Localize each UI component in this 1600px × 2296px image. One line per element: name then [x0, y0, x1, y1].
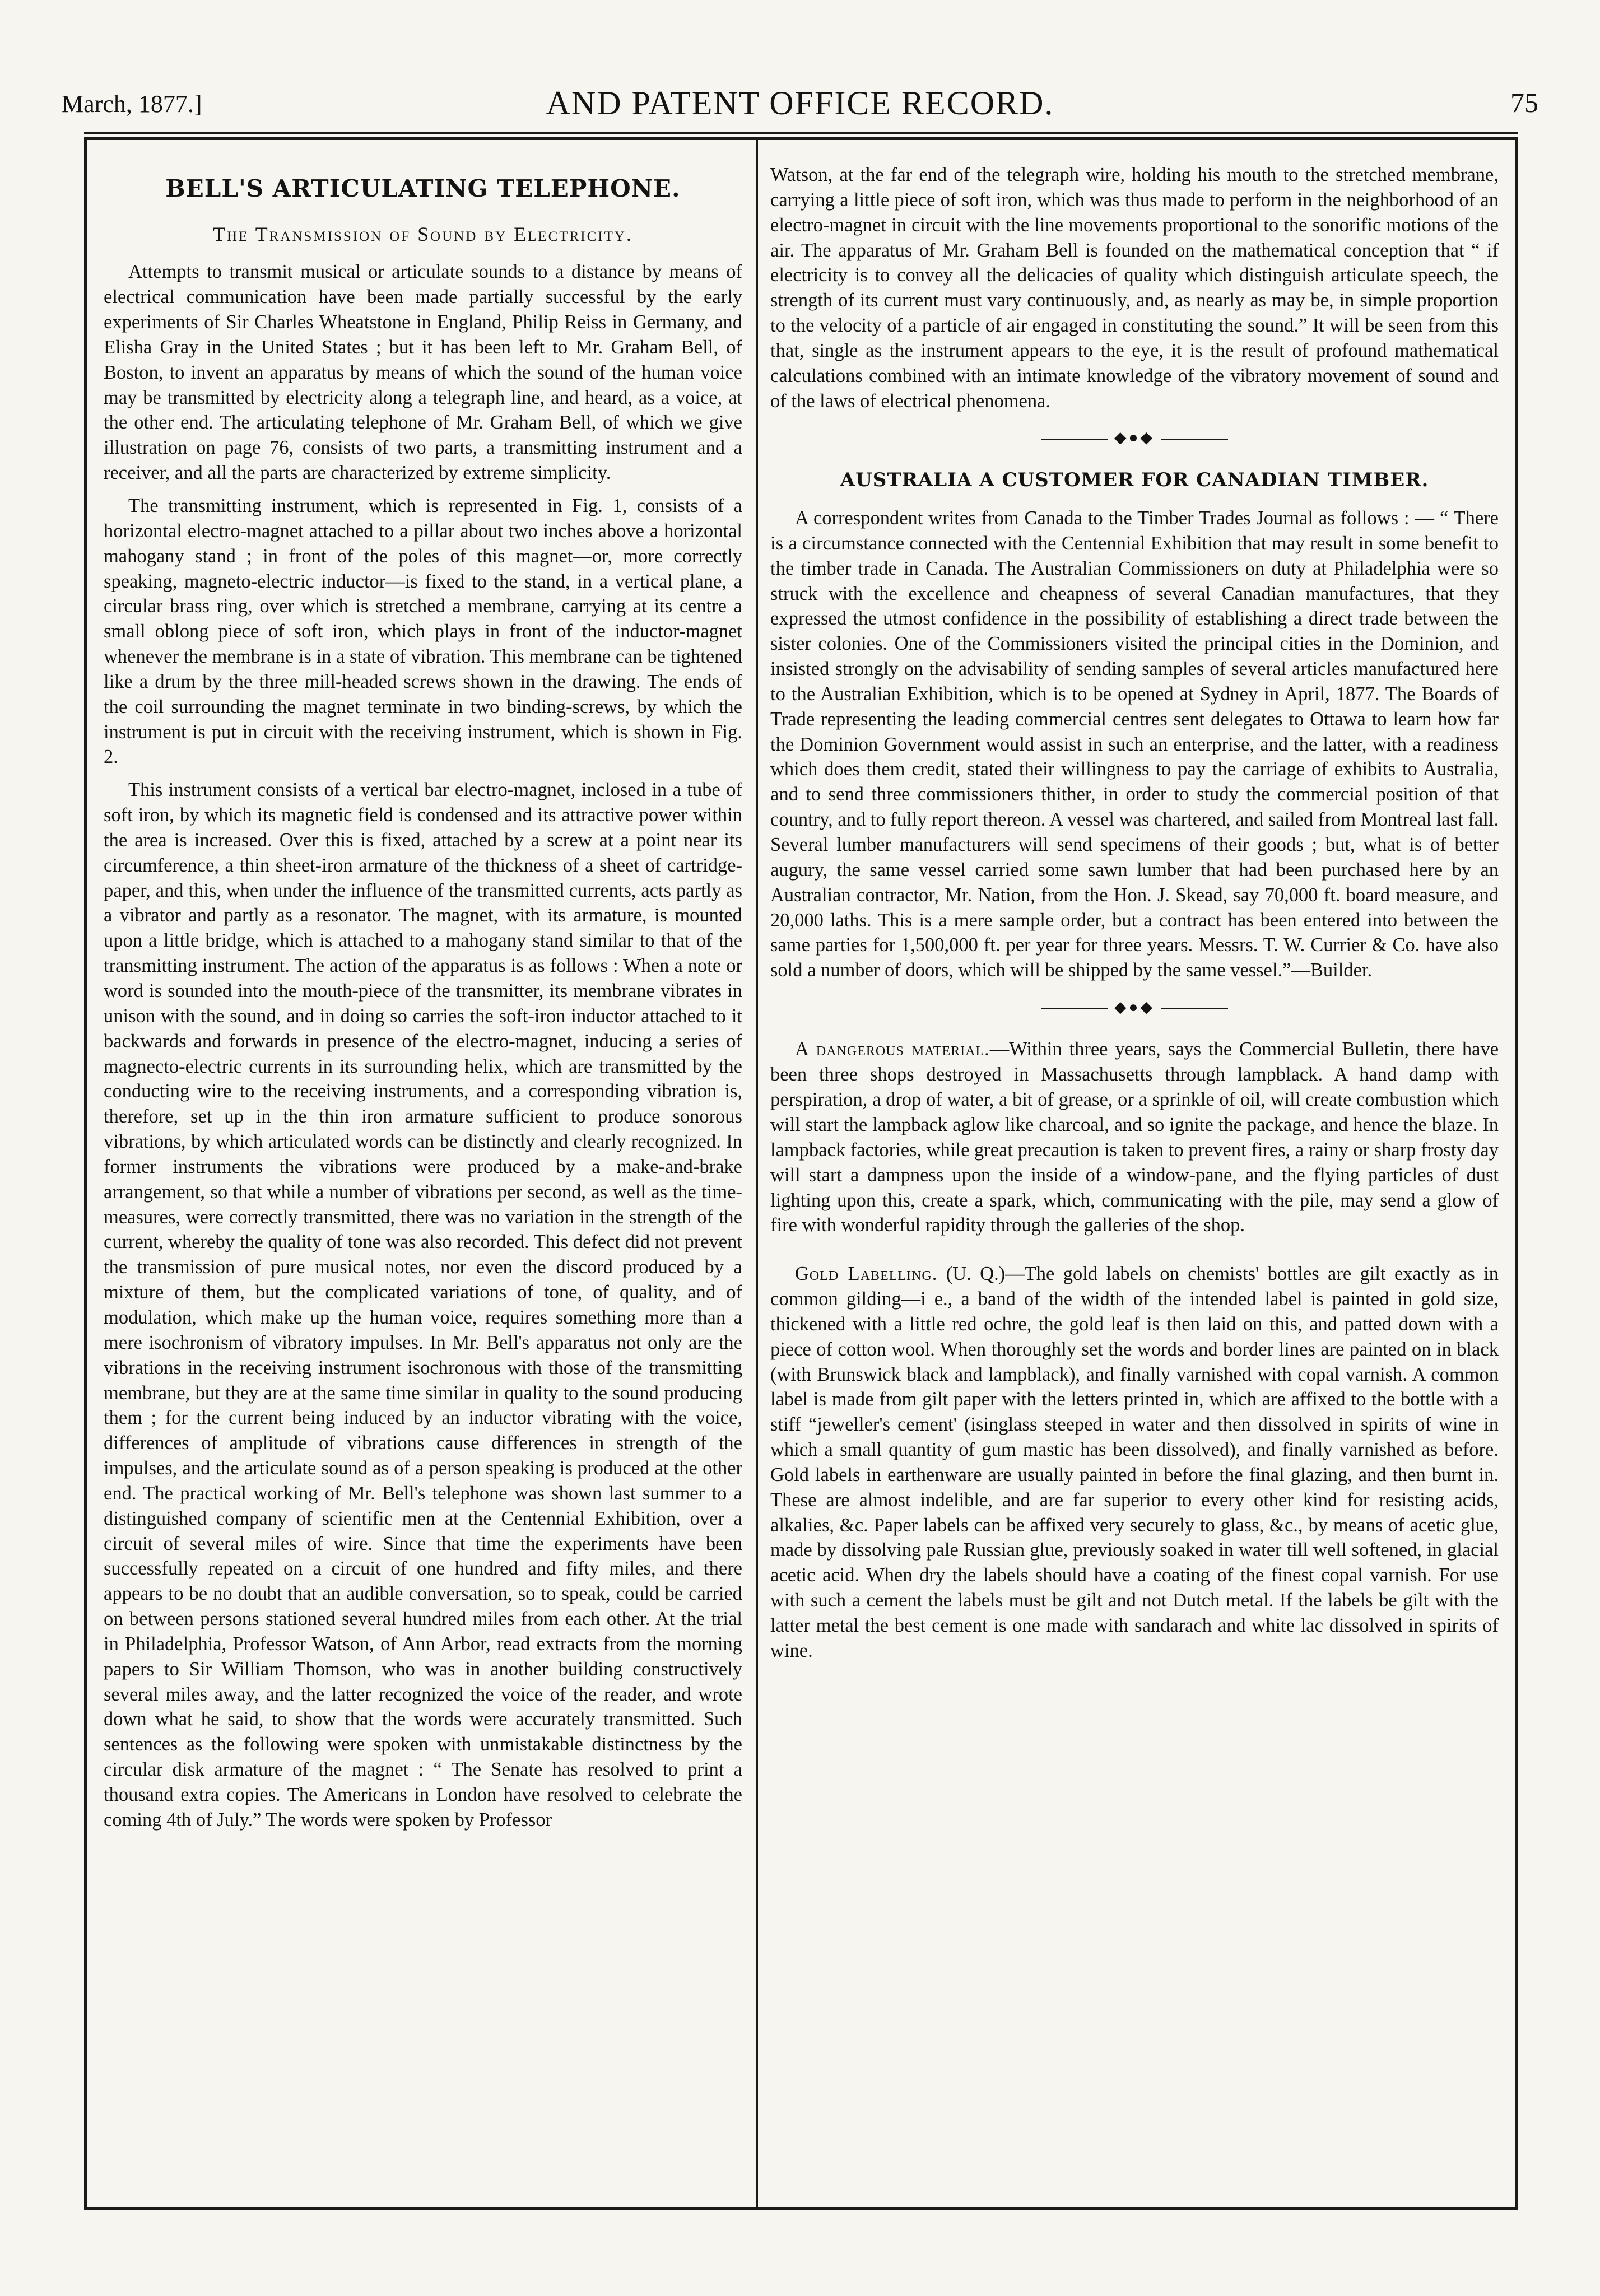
- section-ornament-2: ◆●◆: [770, 998, 1499, 1018]
- gold-labelling-body: (U. Q.)—The gold labels on chemists' bottles are gilt exactly as in common gilding—i e., a band of the width of the intended label is painted in gold size, thickened with a little red ochre, the gold leaf is then laid on this, and patted down with a piece of cotton wool. When thoroughly set the words and border lines are painted on in black (with Brunswick black and lampblack), and finally varnished with copal varnish. A common label is made from gilt paper with the letters printed in, which are affixed to the bottle with a stiff “jeweller's cement' (isinglass steeped in water and then dissolved in spirits of wine in which a small quantity of gum mastic has been dissolved), and finally varnished as before. Gold labels in earthenware are usually painted in before the final glazing, and then burnt in. These are almost indelible, and are far superior to every other kind for resisting acids, alkalies, &c. Paper labels can be affixed very securely to glass, &c., by means of acetic glue, made by dissolving pale Russian glue, previously soaked in water till well softened, in glacial acetic acid. When dry the labels should have a coating of the finest copal varnish. For use with such a cement the labels must be gilt and not Dutch metal. If the labels be gilt with the latter metal the best cement is one made with sandarach and white lac dissolved in spirits of wine.: [770, 1263, 1499, 1661]
- dangerous-material-body: —Within three years, says the Commercial Bulletin, there have been three shops destroyed in Massachusetts through lampblack. A hand damp with perspiration, a drop of water, a bit of grease, or a sprinkle of oil, will create combustion which will start the lampback aglow like charcoal, and so ignite the package, and hence the blaze. In lampback factories, while great precaution is taken to prevent fires, a rainy or sharp frosty day will start a dampness upon the inside of a window-pane, and the flying particles of dust lighting upon this, create a spark, which, communicating with the pile, may send a glow of fire with wonderful rapidity through the galleries of the shop.: [770, 1038, 1499, 1236]
- left-column: [104, 162, 742, 2190]
- issue-date: March, 1877.]: [62, 90, 202, 118]
- header-rule: [84, 132, 1518, 134]
- dangerous-material-lead: A dangerous material.: [795, 1038, 990, 1060]
- running-head: [62, 84, 1538, 134]
- bell-paragraph-1: Attempts to transmit musical or articulate sounds to a distance by means of electrical communication have been made partially successful by the early experiments of Sir Charles Wheatstone in England, Philip Reiss in Germany, and Elisha Gray in the United States ; but it has been left to Mr. Graham Bell, of Boston, to invent an apparatus by means of which the sound of the human voice may be transmitted by electricity along a telegraph line, and heard, as a voice, at the other end. The articulating telephone of Mr. Graham Bell, of which we give illustration on page 76, consists of two parts, a transmitting instrument and a receiver, and all the parts are characterized by extreme simplicity.: [104, 261, 742, 484]
- publication-title: AND PATENT OFFICE RECORD.: [546, 85, 1054, 122]
- australia-title: AUSTRALIA A CUSTOMER FOR CANADIAN TIMBER.: [840, 468, 1429, 491]
- bell-article-subtitle: The Transmission of Sound by Electricity.: [213, 222, 633, 245]
- bell-article-title: BELL'S ARTICULATING TELEPHONE.: [165, 175, 681, 202]
- section-ornament: ◆●◆: [770, 428, 1499, 448]
- right-column: [770, 162, 1499, 2190]
- dangerous-material-item: [770, 1037, 1499, 1238]
- bell-paragraph-3: This instrument consists of a vertical bar electro-magnet, inclosed in a tube of soft iron, by which its magnetic field is condensed and its attractive power within the area is increased. Over this is fixed, attached by a screw at a point near its circumference, a thin sheet-iron armature of the thickness of a sheet of cartridge-paper, and this, when under the influence of the transmitted currents, acts partly as a vibrator and partly as a resonator. The magnet, with its armature, is mounted upon a little bridge, which is attached to a mahogany stand similar to that of the transmitting instrument. The action of the apparatus is as follows : When a note or word is sounded into the mouth-piece of the transmitter, its membrane vibrates in unison with the sound, and in doing so carries the soft-iron inductor attached to it backwards and forwards in presence of the electro-magnet, inducing a series of magnecto-electric currents in its surrounding helix, which are transmitted by the conducting wire to the receiving instruments, and a corresponding vibration is, therefore, set up in the thin iron armature sufficient to produce sonorous vibrations, by which articulated words can be distinctly and clearly recognized. In former instruments the vibrations were produced by a make-and-brake arrangement, so that while a number of vibrations per second, as well as the time-measures, were correctly transmitted, there was no variation in the strength of the current, whereby the quality of tone was also recorded. This defect did not prevent the transmission of pure musical notes, nor even the discord produced by a mixture of them, but the complicated variations of tone, of quality, and of modulation, which make up the human voice, requires something more than a mere isochronism of vibratory impulses. In Mr. Bell's apparatus not only are the vibrations in the receiving instrument isochronous with those of the transmitting membrane, but they are at the same time similar in quality to the sound producing them ; for the current being induced by an inductor vibrating with the voice, differences of amplitude of vibrations cause differences in strength of the impulses, and the articulate sound as of a person speaking is produced at the other end. The practical working of Mr. Bell's telephone was shown last summer to a distinguished company of scientific men at the Centennial Exhibition, over a circuit of several miles of wire. Since that time the experiments have been successfully repeated on a circuit of one hundred and fifty miles, and there appears to be no doubt that an audible conversation, so to speak, could be carried on between persons stationed several hundred miles from each other. At the trial in Philadelphia, Professor Watson, of Ann Arbor, read extracts from the morning papers to Sir William Thomson, who was in another building constructively several miles away, and the latter recognized the voice of the reader, and wrote down what he said, to show that the words were accurately transmitted. Such sentences as the following were spoken with unmistakable distinctness by the circular disk armature of the magnet : “ The Senate has resolved to print a thousand extra copies. The Americans in London have resolved to celebrate the coming 4th of July.” The words were spoken by Professor: [104, 779, 742, 1831]
- gold-labelling-item: [770, 1261, 1499, 1664]
- australia-body: A correspondent writes from Canada to the Timber Trades Journal as follows : — “ There is a circumstance connected with the Centennial Exhibition that may result in some benefit to the timber trade in Canada. The Australian Commissioners on duty at Philadelphia were so struck with the excellence and cheapness of several Canadian manufactures, that they expressed the utmost confidence in the possibility of establishing a direct trade between the sister colonies. One of the Commissioners visited the principal cities in the Dominion, and insisted strongly on the advisability of sending samples of several articles manufactured here to the Australian Exhibition, which is to be opened at Sydney in April, 1877. The Boards of Trade representing the leading commercial centres sent delegates to Ottawa to learn how far the Dominion Government would assist in such an enterprise, and the latter, with a readiness which does them credit, stated their willingness to pay the carriage of exhibits to Australia, and to send three commissioners thither, in order to study the commercial position of that country, and to fully report thereon. A vessel was chartered, and sailed from Montreal last fall. Several lumber manufacturers will send specimens of their goods ; but, what is of better augury, the same vessel carried some sawn lumber that had been purchased here by an Australian contractor, Mr. Nation, from the Hon. J. Skead, say 70,000 ft. board measure, and 20,000 laths. This is a mere sample order, but a contract has been entered into between the same parties for 1,500,000 ft. per year for three years. Messrs. T. W. Currier & Co. have also sold a number of doors, which will be shipped by the same vessel.”—Builder.: [770, 507, 1499, 981]
- column-divider: [756, 140, 758, 2207]
- page-number: 75: [1510, 87, 1538, 118]
- gold-labelling-lead: Gold Labelling.: [795, 1263, 938, 1285]
- bell-paragraph-2: The transmitting instrument, which is represented in Fig. 1, consists of a horizontal electro-magnet attached to a pillar about two inches above a horizontal mahogany stand ; in front of the poles of this magnet—or, more correctly speaking, magneto-electric inductor—is fixed to the stand, in a vertical plane, a circular brass ring, over which is stretched a membrane, carrying at its centre a small oblong piece of soft iron, which plays in front of the inductor-magnet whenever the membrane is in a state of vibration. This membrane can be tightened like a drum by the three mill-headed screws shown in the drawing. The ends of the coil surrounding the magnet terminate in two binding-screws, by which the instrument is put in circuit with the receiving instrument, which is shown in Fig. 2.: [104, 495, 742, 768]
- bell-continuation: Watson, at the far end of the telegraph wire, holding his mouth to the stretched membrane, carrying a little piece of soft iron, which was thus made to perform in the neighborhood of an electro-magnet in circuit with the line movements proportional to the sonorific motions of the air. The apparatus of Mr. Graham Bell is founded on the mathematical conception that “ if electricity is to convey all the delicacies of quality which distinguish articulate speech, the strength of its current must vary continuously, and, as nearly as may be, in simple proportion to the velocity of a particle of air engaged in constituting the sound.” It will be seen from this that, single as the instrument appears to the eye, it is the result of profound mathematical calculations combined with an intimate knowledge of the vibratory movement of sound and of the laws of electrical phenomena.: [770, 164, 1499, 412]
